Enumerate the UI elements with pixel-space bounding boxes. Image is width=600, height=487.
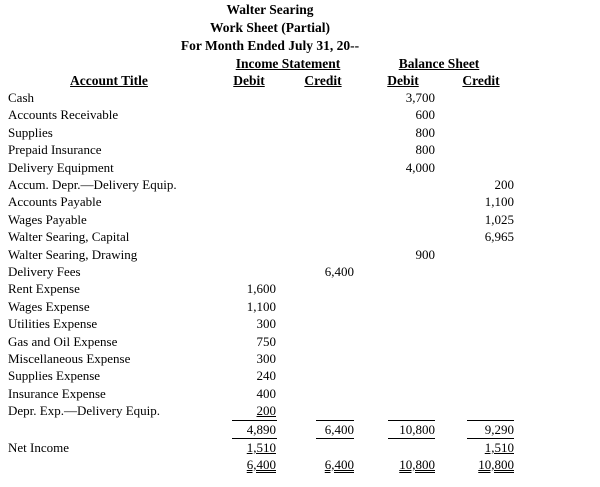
- account-title: Rent Expense: [8, 281, 80, 297]
- table-row: [0, 193, 600, 210]
- table-row: [0, 350, 600, 367]
- account-title: Accum. Depr.—Delivery Equip.: [8, 177, 177, 192]
- balance-sheet-heading: Balance Sheet: [398, 56, 480, 71]
- table-row: [0, 263, 600, 280]
- account-title: Accounts Receivable: [8, 107, 119, 123]
- bs-credit-amount: 1,100: [484, 194, 514, 210]
- bs-credit-total: 9,290: [484, 422, 514, 437]
- net-income-is-debit: 1,510: [246, 440, 276, 455]
- account-title: Wages Payable: [8, 211, 87, 227]
- bs-credit-amount: 200: [494, 177, 514, 192]
- totals-row: [0, 421, 600, 438]
- account-title: Accounts Payable: [8, 194, 102, 210]
- final-is-debit: 6,400: [246, 457, 276, 472]
- account-title: Prepaid Insurance: [8, 142, 102, 158]
- table-row: [0, 333, 600, 350]
- account-title: Gas and Oil Expense: [8, 333, 118, 349]
- is-debit-heading: Debit: [233, 73, 265, 88]
- bs-debit-heading: Debit: [387, 73, 419, 88]
- net-income-bs-credit: 1,510: [484, 440, 514, 455]
- table-row: [0, 176, 600, 193]
- is-credit-heading: Credit: [304, 73, 342, 88]
- bs-debit-amount: 4,000: [405, 159, 435, 175]
- table-row: [0, 228, 600, 245]
- worksheet-period: For Month Ended July 31, 20--: [180, 38, 360, 53]
- table-row: [0, 124, 600, 141]
- table-row: [0, 246, 600, 263]
- account-title-heading: Account Title: [70, 73, 148, 88]
- bs-credit-heading: Credit: [462, 73, 500, 88]
- table-row: [0, 367, 600, 384]
- account-title: Insurance Expense: [8, 385, 106, 401]
- is-debit-amount: 750: [256, 333, 276, 349]
- account-title: Supplies: [8, 124, 53, 140]
- is-debit-amount: 400: [256, 385, 276, 401]
- net-income-row: [0, 439, 600, 456]
- bs-debit-amount: 800: [415, 124, 435, 140]
- table-row: [0, 141, 600, 158]
- final-bs-credit: 10,800: [478, 457, 514, 472]
- account-title: Wages Expense: [8, 298, 90, 314]
- bs-debit-amount: 800: [415, 142, 435, 158]
- is-credit-total: 6,400: [324, 422, 354, 437]
- table-row: [0, 402, 600, 419]
- bs-debit-total: 10,800: [399, 422, 435, 437]
- account-title: Walter Searing, Capital: [8, 229, 130, 245]
- worksheet-title: Work Sheet (Partial): [210, 20, 330, 35]
- is-debit-amount: 300: [256, 351, 276, 366]
- net-income-label: Net Income: [8, 440, 70, 455]
- is-debit-amount: 240: [256, 368, 276, 384]
- final-totals-row: [0, 456, 600, 473]
- account-title: Walter Searing, Drawing: [8, 246, 138, 262]
- account-title: Delivery Fees: [8, 264, 81, 279]
- table-row: [0, 385, 600, 402]
- table-row: [0, 211, 600, 228]
- table-row: [0, 280, 600, 297]
- account-title: Depr. Exp.—Delivery Equip.: [8, 403, 160, 419]
- bs-debit-amount: 3,700: [405, 90, 435, 105]
- table-row: [0, 159, 600, 176]
- table-row: [0, 89, 600, 106]
- account-title: Cash: [8, 90, 34, 105]
- account-title: Miscellaneous Expense: [8, 351, 131, 366]
- company-name: Walter Searing: [226, 2, 314, 17]
- bs-credit-amount: 6,965: [484, 229, 514, 245]
- account-title: Utilities Expense: [8, 316, 98, 332]
- final-is-credit: 6,400: [324, 457, 354, 472]
- is-debit-total: 4,890: [246, 422, 276, 437]
- is-debit-amount: 1,600: [246, 281, 276, 297]
- account-title: Supplies Expense: [8, 368, 101, 384]
- table-row: [0, 298, 600, 315]
- final-bs-debit: 10,800: [399, 457, 435, 472]
- is-debit-amount: 200: [256, 403, 276, 419]
- is-debit-amount: 300: [256, 316, 276, 332]
- table-row: [0, 315, 600, 332]
- bs-credit-amount: 1,025: [484, 211, 514, 227]
- income-statement-heading: Income Statement: [235, 56, 341, 71]
- bs-debit-amount: 600: [415, 107, 435, 123]
- bs-debit-amount: 900: [415, 246, 435, 262]
- account-title: Delivery Equipment: [8, 159, 114, 175]
- is-credit-amount: 6,400: [324, 264, 354, 279]
- table-row: [0, 106, 600, 123]
- is-debit-amount: 1,100: [246, 298, 276, 314]
